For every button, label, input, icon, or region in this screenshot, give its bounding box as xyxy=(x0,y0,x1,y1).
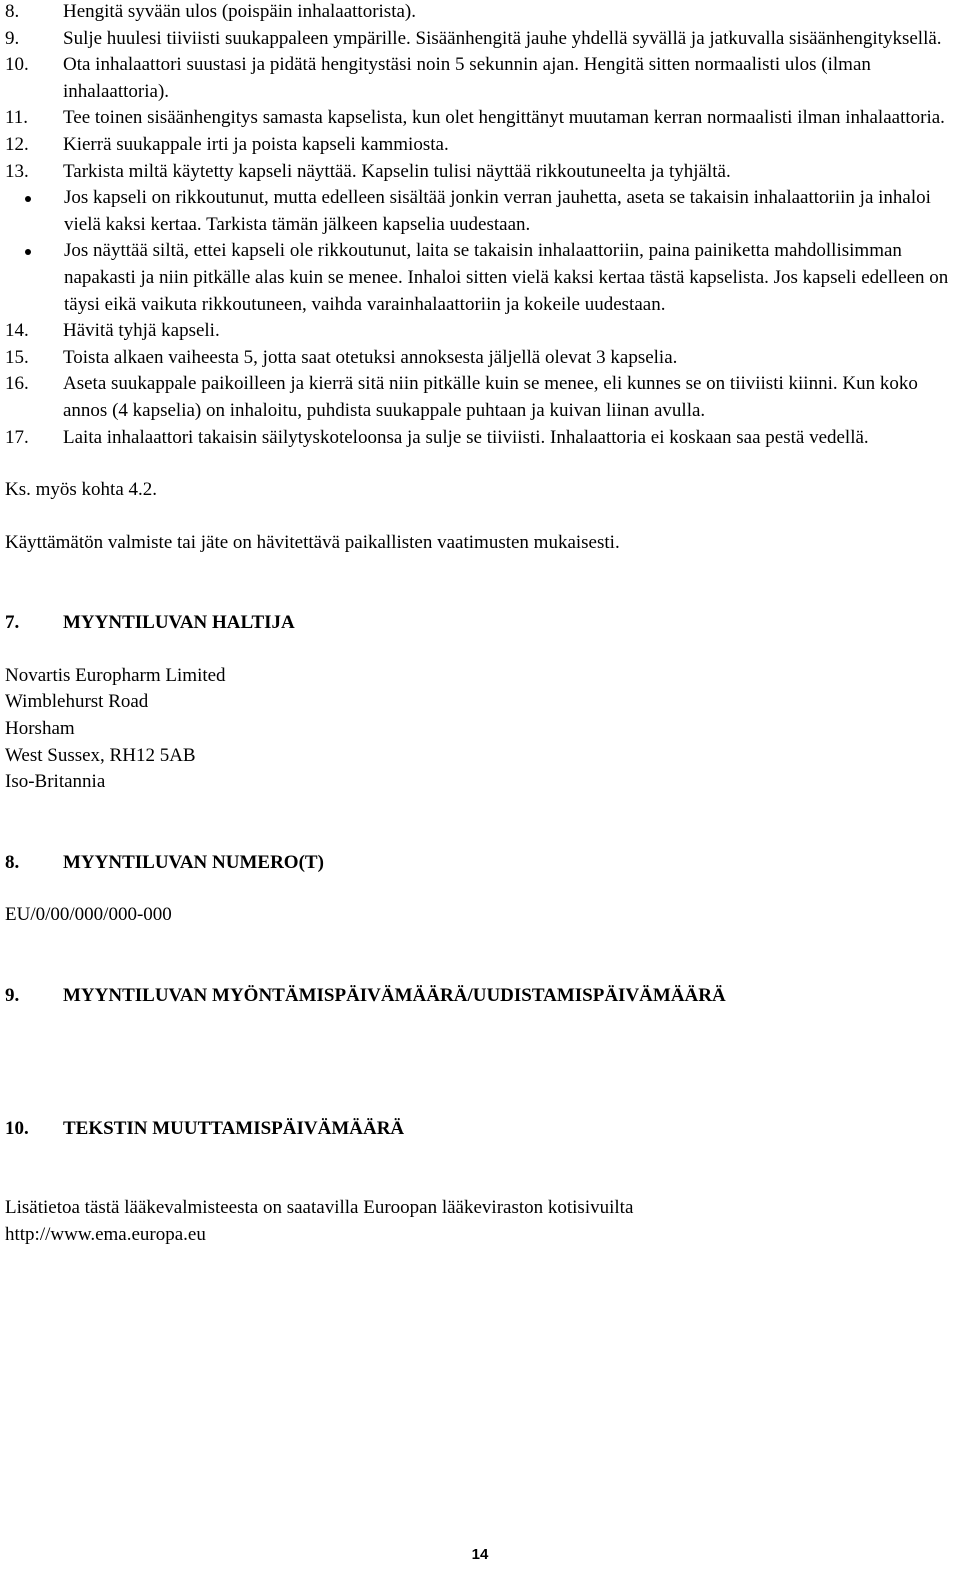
section-title: MYYNTILUVAN HALTIJA xyxy=(63,612,295,634)
document-page xyxy=(5,0,955,1248)
step-text: Sulje huulesi tiiviisti suukappaleen ympärille. Sisäänhengitä jauhe yhdellä syvällä ja jatkuvalla sisäänhengityksellä. xyxy=(63,27,942,49)
address-line: West Sussex, RH12 5AB xyxy=(5,744,196,766)
bullet-dot-icon xyxy=(25,196,31,202)
step-text: Tee toinen sisäänhengitys samasta kapselista, kun olet hengittänyt muutaman kerran normaalisti ilman inhalaattoria. xyxy=(63,107,945,129)
instruction-steps xyxy=(5,0,955,185)
step-15 xyxy=(5,345,955,372)
step-number: 14. xyxy=(5,320,29,342)
section-title: TEKSTIN MUUTTAMISPÄIVÄMÄÄRÄ xyxy=(63,1117,405,1139)
section-number: 7. xyxy=(5,612,20,634)
section-title: MYYNTILUVAN MYÖNTÄMISPÄIVÄMÄÄRÄ/UUDISTAMISPÄIVÄMÄÄRÄ xyxy=(63,985,726,1007)
step-number: 17. xyxy=(5,426,29,448)
step-number: 8. xyxy=(5,1,20,22)
bullet-dot-icon xyxy=(25,249,31,255)
section-10-heading xyxy=(5,1116,955,1143)
step-17 xyxy=(5,425,955,452)
ema-website-link[interactable]: http://www.ema.europa.eu xyxy=(5,1223,206,1245)
section-number: 8. xyxy=(5,851,20,873)
section-number: 10. xyxy=(5,1117,29,1139)
more-info-text: Lisätietoa tästä lääkevalmisteesta on saatavilla Euroopan lääkeviraston kotisivuilta xyxy=(5,1197,634,1219)
section-9-heading xyxy=(5,983,955,1010)
step-text: Toista alkaen vaiheesta 5, jotta saat otetuksi annoksesta jäljellä olevat 3 kapselia. xyxy=(63,346,678,368)
step-number: 16. xyxy=(5,373,29,395)
step-text: Laita inhalaattori takaisin säilytyskoteloonsa ja sulje se tiiviisti. Inhalaattoria ei koskaan saa pestä vedellä. xyxy=(63,426,869,448)
section-8-heading xyxy=(5,850,955,877)
section-title: MYYNTILUVAN NUMERO(T) xyxy=(63,851,324,873)
page-number: 14 xyxy=(471,1546,489,1563)
step-11 xyxy=(5,105,955,132)
step-text: Ota inhalaattori suustasi ja pidätä hengitystäsi noin 5 sekunnin ajan. Hengitä sitten normaalisti ulos (ilman inhalaattoria). xyxy=(63,54,871,102)
step-number: 13. xyxy=(5,160,29,182)
step-number: 9. xyxy=(5,27,20,49)
step-13-bullets xyxy=(5,185,955,318)
step-text: Hengitä syvään ulos (poispäin inhalaattorista). xyxy=(63,1,416,22)
see-also-text: Ks. myös kohta 4.2. xyxy=(5,479,157,501)
step-8 xyxy=(5,0,955,26)
section-7-heading xyxy=(5,610,955,637)
step-text: Kierrä suukappale irti ja poista kapseli kammiosta. xyxy=(63,133,449,155)
step-12 xyxy=(5,132,955,159)
step-10 xyxy=(5,52,955,105)
step-16 xyxy=(5,371,955,424)
address-line: Wimblehurst Road xyxy=(5,691,149,713)
bullet-text: Jos kapseli on rikkoutunut, mutta edelleen sisältää jonkin verran jauhetta, aseta se takaisin inhalaattoriin ja inhaloi vielä kaksi kertaa. Tarkista tämän jälkeen kapselia uudestaan. xyxy=(64,187,931,235)
step-14 xyxy=(5,318,955,345)
marketing-authorisation-holder-address xyxy=(5,663,955,796)
address-line: Novartis Europharm Limited xyxy=(5,664,226,686)
disposal-text: Käyttämätön valmiste tai jäte on hävitettävä paikallisten vaatimusten mukaisesti. xyxy=(5,531,620,553)
step-9 xyxy=(5,26,955,53)
section-number: 9. xyxy=(5,985,20,1007)
bullet-item xyxy=(5,185,955,238)
step-text: Tarkista miltä käytetty kapseli näyttää. Kapselin tulisi näyttää rikkoutuneelta ja tyhjältä. xyxy=(63,160,731,182)
bullet-item xyxy=(5,238,955,318)
step-text: Hävitä tyhjä kapseli. xyxy=(63,320,220,342)
address-line: Horsham xyxy=(5,718,75,740)
instruction-steps-continued xyxy=(5,318,955,451)
step-text: Aseta suukappale paikoilleen ja kierrä sitä niin pitkälle kuin se menee, eli kunnes se on tiiviisti kiinni. Kun koko annos (4 kapselia) on inhaloitu, puhdista suukappale puhtaan ja kuivan liinan avulla. xyxy=(63,373,918,421)
step-number: 15. xyxy=(5,346,29,368)
bullet-text: Jos näyttää siltä, ettei kapseli ole rikkoutunut, laita se takaisin inhalaattoriin, paina painiketta mahdollisimman napakasti ja niin pitkälle alas kuin se menee. Inhaloi sitten vielä kaksi kertaa tästä kapselista. Jos kapseli edelleen on täysi eikä vaikuta rikkoutuneen, vaihda varainhalaattoriin ja kokeile uudestaan. xyxy=(64,240,949,315)
step-number: 12. xyxy=(5,133,29,155)
address-line: Iso-Britannia xyxy=(5,771,106,793)
authorisation-number: EU/0/00/000/000-000 xyxy=(5,904,172,926)
step-number: 11. xyxy=(5,107,29,129)
step-number: 10. xyxy=(5,54,29,76)
step-13 xyxy=(5,159,955,186)
